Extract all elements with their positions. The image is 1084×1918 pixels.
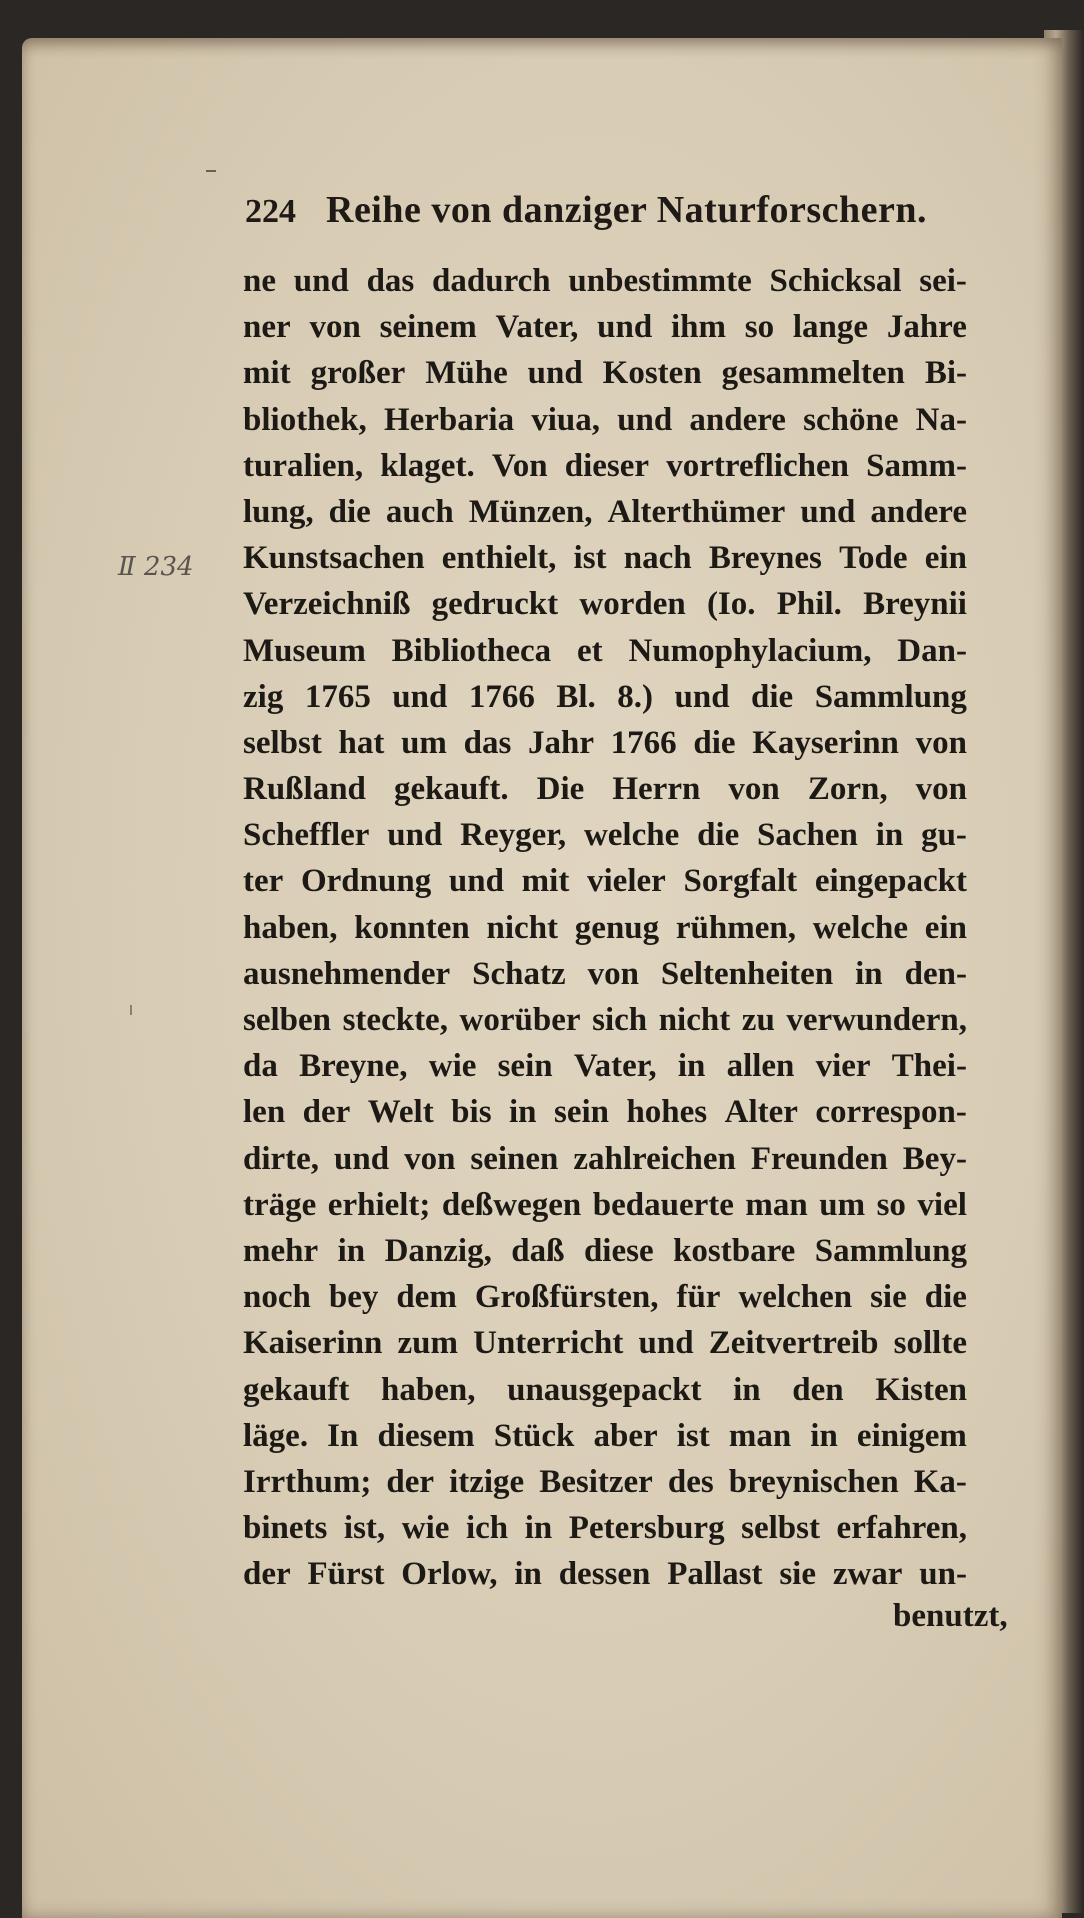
text-line: läge. In diesem Stück aber ist man in einigem — [243, 1417, 967, 1454]
margin-mark — [206, 170, 216, 172]
text-line: mehr in Danzig, daß diese kostbare Sammlung — [243, 1232, 967, 1269]
text-line: Kunstsachen enthielt, ist nach Breynes Tode ein — [243, 540, 967, 577]
text-line: noch bey dem Großfürsten, für welchen sie die — [243, 1279, 967, 1316]
text-line: mit großer Mühe und Kosten gesammelten Bi- — [243, 355, 967, 392]
running-head: Reihe von danziger Naturforschern. — [326, 189, 928, 231]
text-line: zig 1765 und 1766 Bl. 8.) und die Sammlung — [243, 678, 967, 715]
catchword: benutzt, — [893, 1598, 1008, 1634]
text-line: ne und das dadurch unbestimmte Schicksal sei- — [243, 263, 967, 299]
text-line: Scheffler und Reyger, welche die Sachen in gu- — [243, 817, 967, 854]
text-line: Rußland gekauft. Die Herrn von Zorn, von — [243, 771, 967, 808]
text-line: ter Ordnung und mit vieler Sorgfalt eingepackt — [243, 863, 967, 900]
body-text — [243, 258, 967, 1597]
page-header — [245, 188, 965, 244]
text-line: haben, konnten nicht genug rühmen, welche ein — [243, 909, 967, 946]
text-line: len der Welt bis in sein hohes Alter correspon- — [243, 1094, 967, 1131]
text-line: Kaiserinn zum Unterricht und Zeitvertreib sollte — [243, 1325, 967, 1362]
text-line: ner von seinem Vater, und ihm so lange Jahre — [243, 309, 967, 346]
text-line: dirte, und von seinen zahlreichen Freunden Bey- — [243, 1140, 967, 1177]
text-line: Verzeichniß gedruckt worden (Io. Phil. Breynii — [243, 586, 967, 623]
text-line: gekauft haben, unausgepackt in den Kisten — [243, 1371, 967, 1408]
text-line: Irrthum; der itzige Besitzer des breynischen Ka- — [243, 1463, 967, 1500]
text-line: bliothek, Herbaria viua, und andere schöne Na- — [243, 401, 967, 438]
text-line: selben steckte, worüber sich nicht zu verwundern, — [243, 1002, 967, 1038]
text-line: ausnehmender Schatz von Seltenheiten in den- — [243, 955, 967, 992]
text-line: Museum Bibliotheca et Numophylacium, Dan- — [243, 632, 967, 669]
text-line: der Fürst Orlow, in dessen Pallast sie zwar un- — [243, 1556, 967, 1593]
text-line: da Breyne, wie sein Vater, in allen vier Thei- — [243, 1048, 967, 1085]
text-line: träge erhielt; deßwegen bedauerte man um so viel — [243, 1186, 967, 1223]
text-line: selbst hat um das Jahr 1766 die Kayserinn von — [243, 724, 967, 761]
margin-mark — [130, 1005, 132, 1015]
page-number: 224 — [245, 193, 296, 230]
text-line: lung, die auch Münzen, Alterthümer und andere — [243, 493, 967, 530]
handwritten-margin-annotation: Ⅱ 234 — [118, 552, 194, 582]
text-line: binets ist, wie ich in Petersburg selbst erfahren, — [243, 1510, 967, 1547]
text-line: turalien, klaget. Von dieser vortreflichen Samm- — [243, 447, 967, 484]
